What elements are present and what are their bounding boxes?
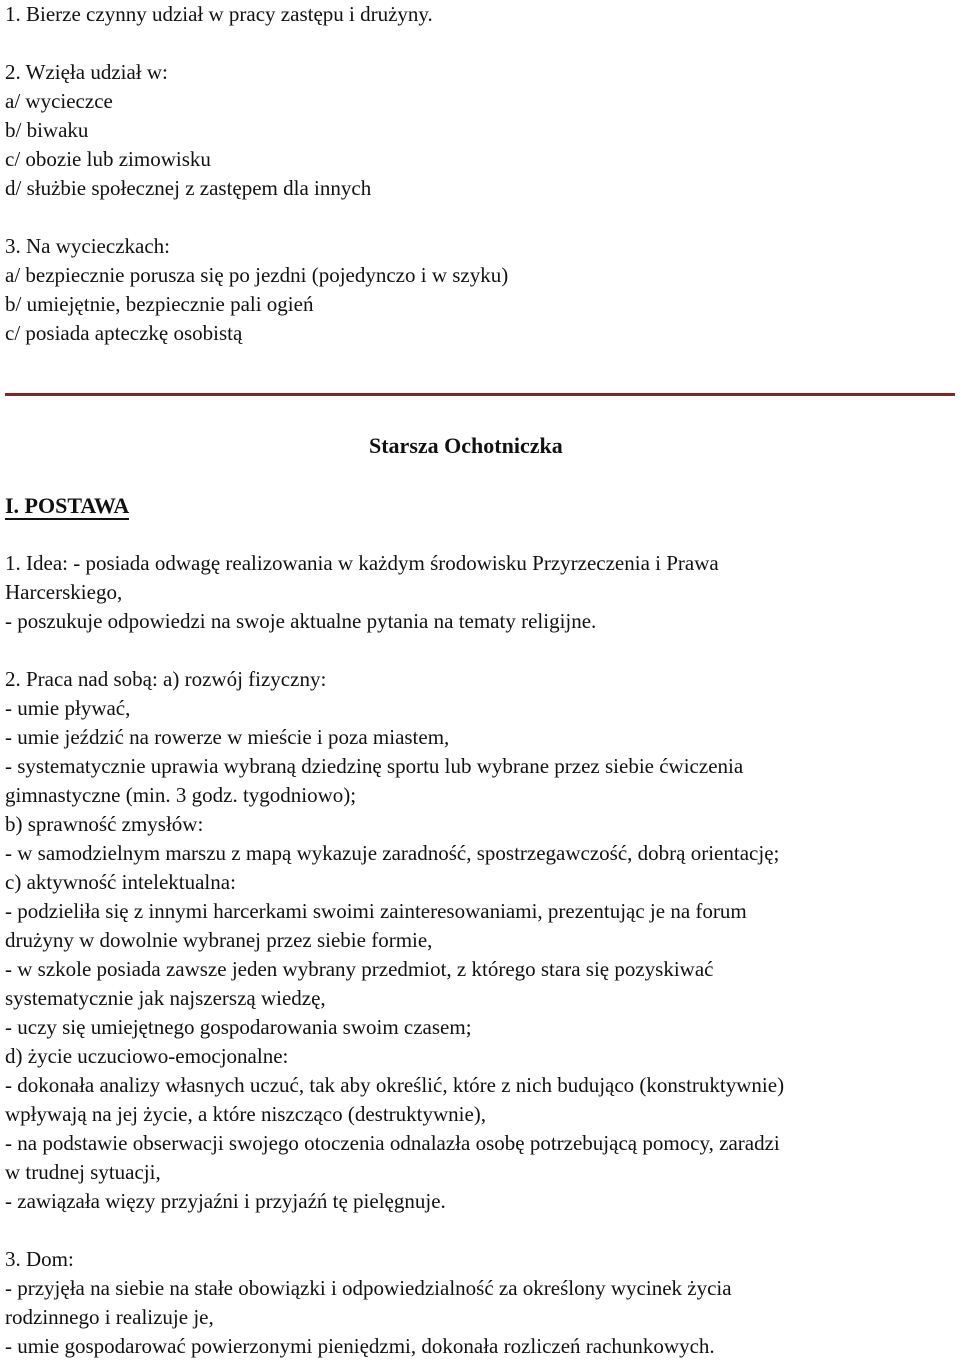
idea-line: - poszukuje odpowiedzi na swoje aktualne pytania na tematy religijne.: [5, 609, 597, 633]
self-work-line: w trudnej sytuacji,: [5, 1160, 161, 1184]
requirement-3-title: 3. Na wycieczkach:: [5, 234, 170, 258]
self-work-line: - umie jeździć na rowerze w mieście i poza miastem,: [5, 725, 450, 749]
requirement-2-item: c/ obozie lub zimowisku: [5, 147, 211, 171]
requirement-2-item: b/ biwaku: [5, 118, 89, 142]
self-work-line: drużyny w dowolnie wybranej przez siebie formie,: [5, 928, 433, 952]
self-work-line: - zawiązała więzy przyjaźni i przyjaźń tę pielęgnuje.: [5, 1189, 446, 1213]
section-heading-text: I. POSTAWA: [5, 493, 130, 518]
home-line: - umie gospodarować powierzonymi pieniędzmi, dokonała rozliczeń rachunkowych.: [5, 1334, 715, 1358]
self-work-line: - w szkole posiada zawsze jeden wybrany przedmiot, z którego stara się pozyskiwać: [5, 957, 714, 981]
home-line: 3. Dom:: [5, 1247, 74, 1271]
self-work-line: - w samodzielnym marszu z mapą wykazuje zaradność, spostrzegawczość, dobrą orientację;: [5, 841, 780, 865]
self-work-line: - systematycznie uprawia wybraną dziedzinę sportu lub wybrane przez siebie ćwiczenia: [5, 754, 744, 778]
self-work-line: wpływają na jej życie, a które niszcząco (destruktywnie),: [5, 1102, 487, 1126]
home-line: rodzinnego i realizuje je,: [5, 1305, 214, 1329]
requirement-2-item: d/ służbie społecznej z zastępem dla innych: [5, 176, 372, 200]
self-work-line: gimnastyczne (min. 3 godz. tygodniowo);: [5, 783, 357, 807]
section-heading: [5, 491, 129, 521]
self-work-line: 2. Praca nad sobą: a) rozwój fizyczny:: [5, 667, 327, 691]
self-work-line: d) życie uczuciowo-emocjonalne:: [5, 1044, 289, 1068]
home-line: - przyjęła na siebie na stałe obowiązki i odpowiedzialność za określony wycinek życia: [5, 1276, 732, 1300]
requirement-2-title: 2. Wzięła udział w:: [5, 60, 168, 84]
self-work-line: - podzieliła się z innymi harcerkami swoimi zainteresowaniami, prezentując je na forum: [5, 899, 747, 923]
self-work-line: - na podstawie obserwacji swojego otoczenia odnalazła osobę potrzebującą pomocy, zaradzi: [5, 1131, 780, 1155]
self-work-line: b) sprawność zmysłów:: [5, 812, 204, 836]
self-work-line: - uczy się umiejętnego gospodarowania swoim czasem;: [5, 1015, 472, 1039]
rank-title: Starsza Ochotniczka: [369, 433, 563, 458]
requirement-3-item: b/ umiejętnie, bezpiecznie pali ogień: [5, 292, 314, 316]
requirement-3-item: c/ posiada apteczkę osobistą: [5, 321, 243, 345]
idea-line: Harcerskiego,: [5, 580, 123, 604]
self-work-line: - dokonała analizy własnych uczuć, tak aby określić, które z nich budująco (konstruktywnie): [5, 1073, 785, 1097]
section-divider: [5, 393, 955, 396]
idea-line: 1. Idea: - posiada odwagę realizowania w każdym środowisku Przyrzeczenia i Prawa: [5, 551, 719, 575]
requirement-1: 1. Bierze czynny udział w pracy zastępu i drużyny.: [5, 2, 433, 26]
requirement-3-item: a/ bezpiecznie porusza się po jezdni (pojedynczo i w szyku): [5, 263, 509, 287]
requirement-2-item: a/ wycieczce: [5, 89, 113, 113]
self-work-line: systematycznie jak najszerszą wiedzę,: [5, 986, 326, 1010]
self-work-line: c) aktywność intelektualna:: [5, 870, 236, 894]
self-work-line: - umie pływać,: [5, 696, 131, 720]
